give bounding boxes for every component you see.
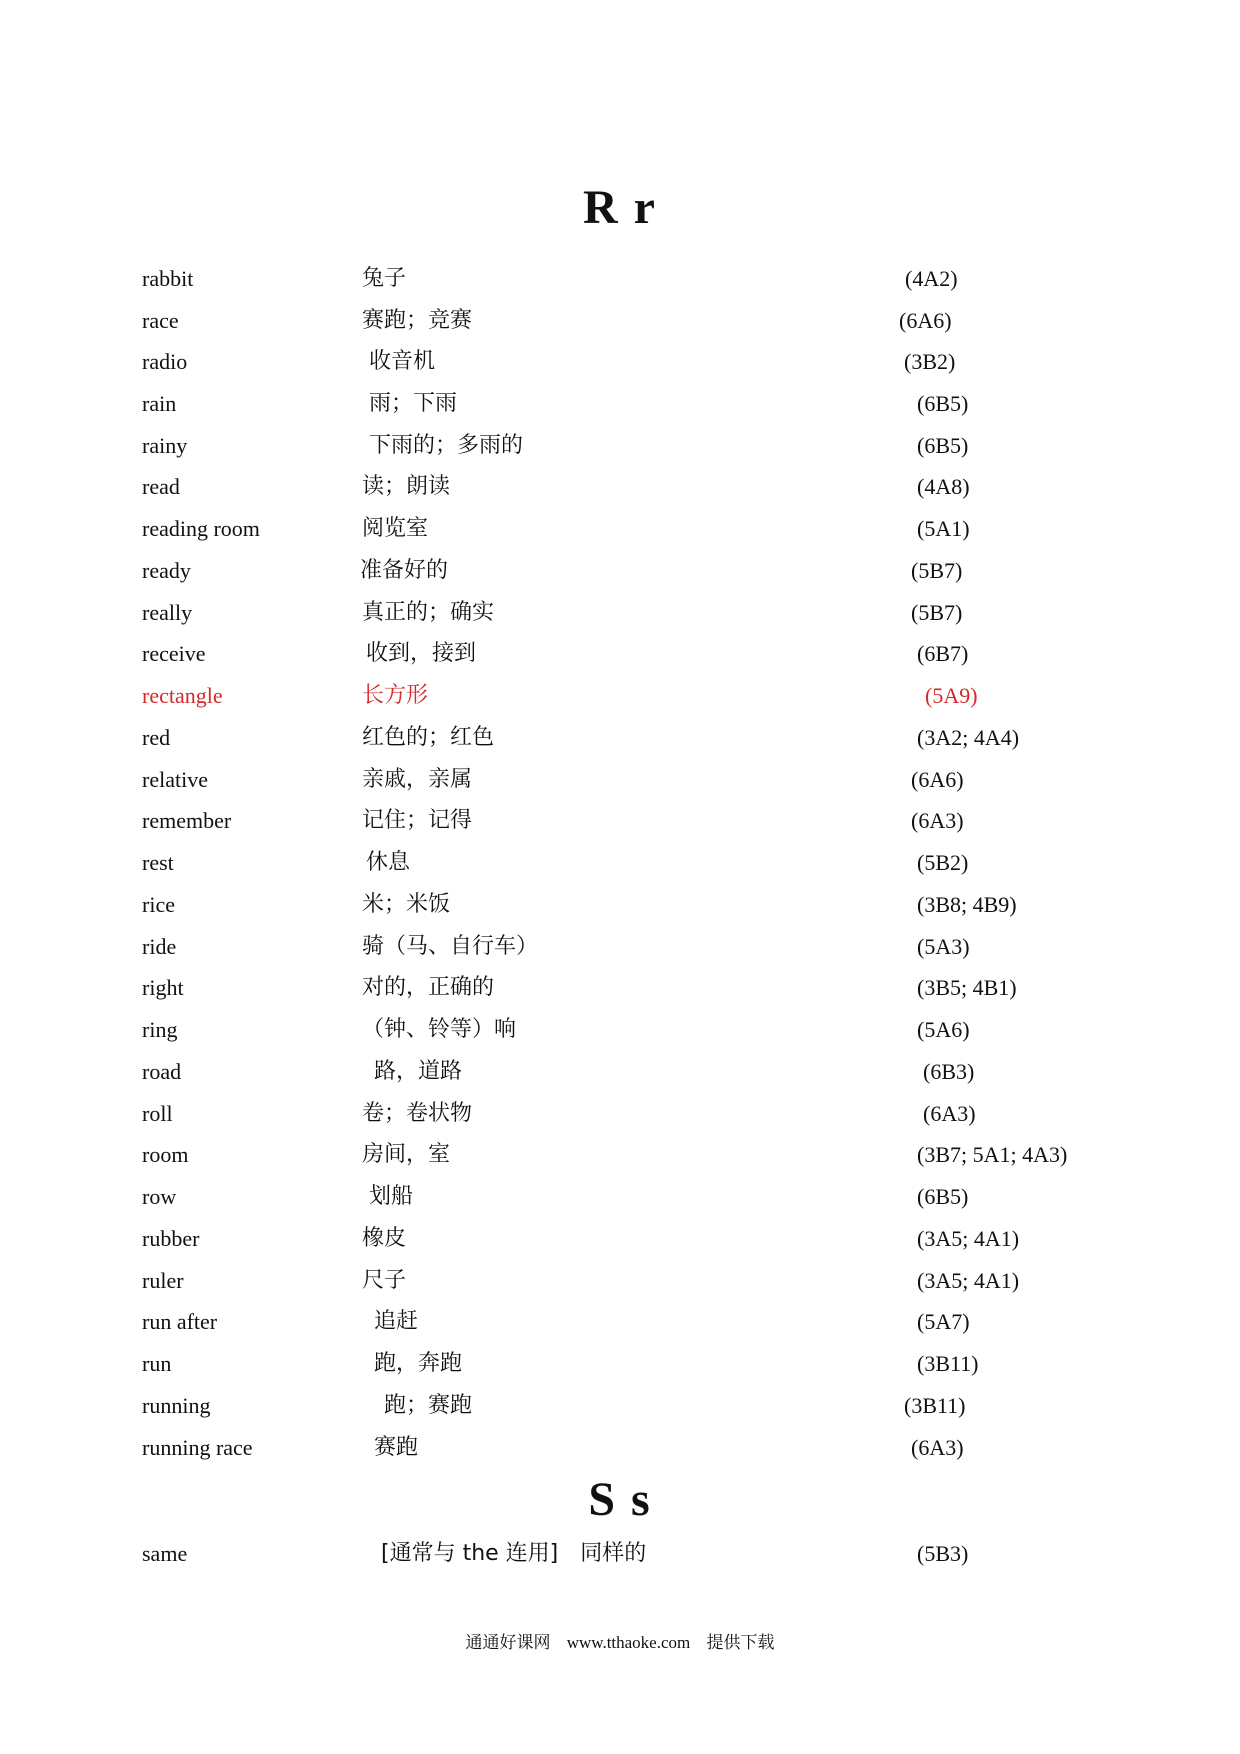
entry-word: ride: [142, 934, 177, 959]
entry-meaning: 雨；下雨: [369, 391, 458, 416]
entry-ref: (5B2): [917, 850, 969, 875]
entry-word: right: [142, 975, 184, 1000]
list-item: [0, 843, 1240, 883]
section-heading-s: S s: [588, 1473, 652, 1526]
entry-meaning: 跑；赛跑: [384, 1393, 473, 1418]
entry-meaning: 休息: [366, 850, 411, 875]
entry-ref: (3A5; 4A1): [917, 1268, 1020, 1293]
entry-word: remember: [142, 808, 232, 833]
entry-ref: (6A3): [923, 1101, 976, 1126]
list-item: [0, 259, 1240, 299]
entry-meaning: 对的，正确的: [362, 975, 495, 1000]
list-item: [0, 885, 1240, 925]
list-item: [0, 1261, 1240, 1301]
entry-ref: (5A1): [917, 516, 970, 541]
entry-word: road: [142, 1059, 182, 1084]
entry-meaning: 下雨的；多雨的: [369, 433, 524, 458]
entry-ref: (5B3): [917, 1541, 969, 1566]
entry-word: rectangle: [142, 683, 223, 708]
list-item: [0, 760, 1240, 800]
entry-word: race: [142, 308, 179, 333]
entry-word: rain: [142, 391, 177, 416]
entry-word: relative: [142, 767, 208, 792]
entry-ref: (4A8): [917, 474, 970, 499]
entry-word: reading room: [142, 516, 260, 541]
entry-word: running race: [142, 1435, 253, 1460]
list-item-highlighted: [0, 676, 1240, 716]
list-item: [0, 801, 1240, 841]
entry-meaning: 房间，室: [362, 1142, 451, 1167]
entry-ref: (5A6): [917, 1017, 970, 1042]
entry-ref: (6B5): [917, 433, 969, 458]
entry-ref: (6A6): [911, 767, 964, 792]
entry-ref: (3B5; 4B1): [917, 975, 1017, 1000]
entry-ref: (6A3): [911, 808, 964, 833]
entry-word: same: [142, 1541, 188, 1566]
list-item: [0, 384, 1240, 424]
entry-meaning: 米；米饭: [362, 892, 451, 917]
list-item: [0, 301, 1240, 341]
entry-meaning: 亲戚，亲属: [362, 767, 473, 792]
entry-word: running: [142, 1393, 211, 1418]
list-item: [0, 1219, 1240, 1259]
entry-ref: (3B2): [904, 349, 956, 374]
list-item: [0, 1344, 1240, 1384]
entry-ref: (3B11): [904, 1393, 966, 1418]
entry-ref: (5A3): [917, 934, 970, 959]
list-item: [0, 551, 1240, 591]
footer-site-name: 通通好课网: [465, 1633, 551, 1653]
entry-meaning: （钟、铃等）响: [362, 1017, 517, 1042]
entry-meaning: 尺子: [362, 1268, 407, 1293]
entry-word: roll: [142, 1101, 173, 1126]
entry-word: rest: [142, 850, 174, 875]
entry-ref: (5A7): [917, 1309, 970, 1334]
entry-word: read: [142, 474, 180, 499]
list-item: [0, 467, 1240, 507]
entry-word: receive: [142, 641, 206, 666]
list-item: [0, 927, 1240, 967]
entry-meaning: 划船: [369, 1184, 414, 1209]
list-item: [0, 634, 1240, 674]
list-item: [0, 1094, 1240, 1134]
list-item: [0, 1386, 1240, 1426]
footer-suffix: 提供下载: [706, 1633, 775, 1653]
entry-word: rabbit: [142, 266, 194, 291]
entry-word: run: [142, 1351, 172, 1376]
entry-meaning: 兔子: [362, 266, 407, 291]
entry-ref: (3B11): [917, 1351, 979, 1376]
page-footer: [0, 1628, 1240, 1653]
entry-word: ruler: [142, 1268, 184, 1293]
entry-ref: (3A5; 4A1): [917, 1226, 1020, 1251]
list-item: [0, 342, 1240, 382]
entry-meaning: 准备好的: [360, 558, 449, 583]
list-item: [0, 593, 1240, 633]
entry-word: run after: [142, 1309, 218, 1334]
entry-ref: (6A3): [911, 1435, 964, 1460]
entry-meaning: 真正的；确实: [362, 600, 495, 625]
entry-meaning: 记住；记得: [362, 808, 473, 833]
entry-ref: (3B8; 4B9): [917, 892, 1017, 917]
entry-word: red: [142, 725, 171, 750]
list-item: [0, 1177, 1240, 1217]
entry-meaning: 路，道路: [374, 1059, 463, 1084]
entry-meaning: 骑（马、自行车）: [362, 934, 539, 959]
entry-ref: (5B7): [911, 600, 963, 625]
entry-meaning: 卷；卷状物: [362, 1101, 473, 1126]
entry-ref: (6B5): [917, 391, 969, 416]
entry-ref: (3B7; 5A1; 4A3): [917, 1142, 1068, 1167]
entry-meaning: [通常与 the 连用] 同样的: [381, 1541, 647, 1566]
entry-word: row: [142, 1184, 177, 1209]
entry-ref: (6B3): [923, 1059, 975, 1084]
entry-word: rainy: [142, 433, 188, 458]
entry-meaning: 赛跑；竞赛: [362, 308, 473, 333]
list-item: [0, 1052, 1240, 1092]
list-item: [0, 1302, 1240, 1342]
entry-meaning: 收音机: [369, 349, 436, 374]
entry-ref: (6B5): [917, 1184, 969, 1209]
entry-word: ready: [142, 558, 191, 583]
entry-ref: (4A2): [905, 266, 958, 291]
list-item: [0, 718, 1240, 758]
entry-meaning: 收到，接到: [366, 641, 477, 666]
entry-meaning: 跑，奔跑: [374, 1351, 463, 1376]
entry-ref: (5B7): [911, 558, 963, 583]
list-item: [0, 509, 1240, 549]
entry-word: rubber: [142, 1226, 200, 1251]
list-item: [0, 1534, 1240, 1574]
entry-ref: (6A6): [899, 308, 952, 333]
entry-word: room: [142, 1142, 189, 1167]
list-item: [0, 1135, 1240, 1175]
entry-meaning: 赛跑: [374, 1435, 419, 1460]
list-item: [0, 1010, 1240, 1050]
entry-word: radio: [142, 349, 188, 374]
entry-ref: (6B7): [917, 641, 969, 666]
entry-meaning: 长方形: [362, 683, 429, 708]
list-item: [0, 968, 1240, 1008]
entry-meaning: 红色的；红色: [362, 725, 495, 750]
entry-word: ring: [142, 1017, 178, 1042]
list-item: [0, 426, 1240, 466]
list-item: [0, 1428, 1240, 1468]
entry-meaning: 阅览室: [362, 516, 429, 541]
entry-ref: (3A2; 4A4): [917, 725, 1020, 750]
entry-meaning: 读；朗读: [362, 474, 451, 499]
section-heading-r: R r: [583, 181, 657, 234]
entry-meaning: 橡皮: [362, 1226, 407, 1251]
entry-ref: (5A9): [925, 683, 978, 708]
footer-url: www.tthaoke.com: [566, 1633, 691, 1652]
entry-word: really: [142, 600, 193, 625]
entry-meaning: 追赶: [374, 1309, 419, 1334]
entry-word: rice: [142, 892, 175, 917]
